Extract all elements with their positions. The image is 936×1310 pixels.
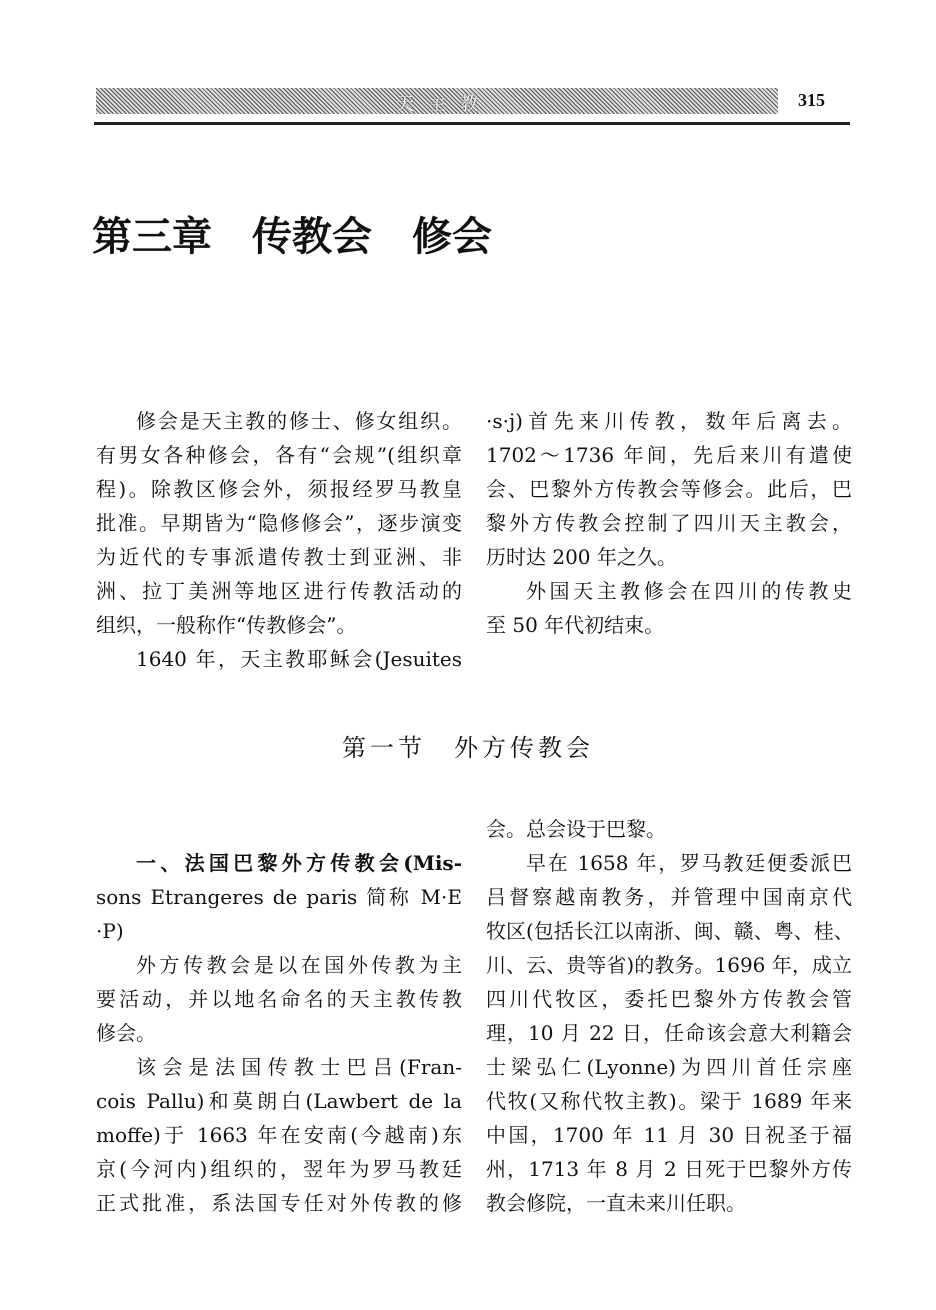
- intro-right-column: [486, 404, 852, 642]
- text-line: 外国天主教修会在四川的传教史: [526, 579, 852, 603]
- text-line: 教会修院，一直未来川任职。: [486, 1191, 746, 1215]
- text-line: ·P): [96, 919, 124, 943]
- text-line: 要活动，并以地名命名的天主教传教: [96, 987, 462, 1011]
- text-line: 批准。早期皆为“隐修修会”，逐步演变: [96, 511, 462, 535]
- text-line: ·s·j)首先来川传教，数年后离去。: [486, 409, 852, 433]
- header-rule: [94, 122, 850, 125]
- text-line: 有男女各种修会，各有“会规”(组织章: [96, 443, 462, 467]
- text-line: 外方传教会是以在国外传教为主: [136, 953, 462, 977]
- text-line: 理，10 月 22 日，任命该会意大利籍会: [486, 1021, 852, 1045]
- page-number: 315: [798, 90, 825, 110]
- text-line: 正式批准，系法国专任对外传教的修: [96, 1191, 462, 1215]
- text-line: 会、巴黎外方传教会等修会。此后，巴: [486, 477, 852, 501]
- text-line: 为近代的专事派遣传教士到亚洲、非: [96, 545, 462, 569]
- section-title: 第一节 外方传教会: [342, 734, 594, 762]
- text-line: sons Etrangeres de paris 简称 M·E: [96, 885, 462, 909]
- chapter-title: 第三章 传教会 修会: [92, 214, 492, 260]
- text-line: 州，1713 年 8 月 2 日死于巴黎外方传: [486, 1157, 852, 1181]
- text-line: 一、法国巴黎外方传教会(Mis-: [136, 851, 462, 875]
- text-line: moffe)于 1663 年在安南(今越南)东: [96, 1123, 462, 1147]
- text-line: 京(今河内)组织的，翌年为罗马教廷: [96, 1157, 462, 1181]
- running-title: 天主教: [396, 94, 492, 115]
- text-line: 该会是法国传教士巴吕(Fran-: [136, 1055, 462, 1079]
- text-line: 代牧(又称代牧主教)。梁于 1689 年来: [486, 1089, 852, 1113]
- intro-left-column: [96, 404, 462, 676]
- text-line: 至 50 年代初结束。: [486, 613, 665, 637]
- text-line: 早在 1658 年，罗马教廷便委派巴: [526, 851, 852, 875]
- text-line: 历时达 200 年之久。: [486, 545, 677, 569]
- text-line: 黎外方传教会控制了四川天主教会，: [486, 511, 852, 535]
- running-header-band: [96, 88, 778, 114]
- text-line: 牧区(包括长江以南浙、闽、赣、粤、桂、: [486, 919, 854, 943]
- text-line: 士梁弘仁(Lyonne)为四川首任宗座: [486, 1055, 852, 1079]
- text-line: 修会。: [96, 1021, 156, 1045]
- text-line: 修会是天主教的修士、修女组织。: [136, 409, 462, 433]
- text-line: 1640 年，天主教耶稣会(Jesuites: [136, 647, 462, 671]
- section-right-column: [486, 812, 852, 1220]
- text-line: 1702～1736 年间，先后来川有遣使: [486, 443, 852, 467]
- text-line: 四川代牧区，委托巴黎外方传教会管: [486, 987, 852, 1011]
- text-line: 洲、拉丁美洲等地区进行传教活动的: [96, 579, 462, 603]
- text-line: 组织，一般称作“传教修会”。: [96, 613, 357, 637]
- text-line: cois Pallu)和莫朗白(Lawbert de la: [96, 1089, 462, 1113]
- text-line: 吕督察越南教务，并管理中国南京代: [486, 885, 852, 909]
- text-line: 程)。除教区修会外，须报经罗马教皇: [96, 477, 462, 501]
- text-line: 会。总会设于巴黎。: [486, 817, 666, 841]
- section-left-column: [96, 846, 462, 1220]
- text-line: 中国，1700 年 11 月 30 日祝圣于福: [486, 1123, 852, 1147]
- text-line: 川、云、贵等省)的教务。1696 年，成立: [486, 953, 852, 977]
